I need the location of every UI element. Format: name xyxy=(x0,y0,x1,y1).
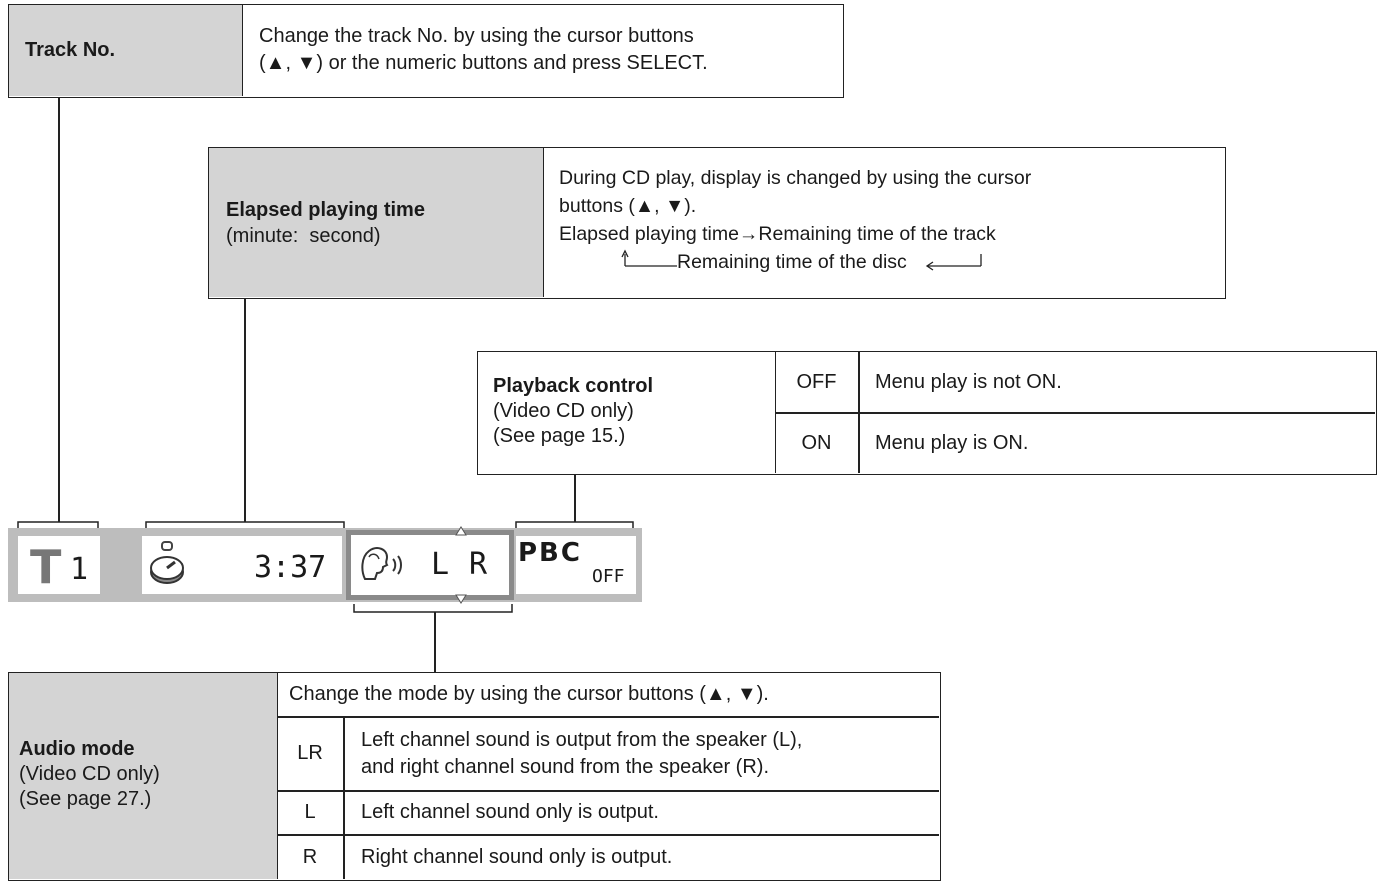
elapsed-title-cell xyxy=(209,148,544,297)
return-arrow-icon xyxy=(617,248,677,274)
connector-audio xyxy=(434,612,436,672)
pbc-row-on-desc: Menu play is ON. xyxy=(875,431,1029,454)
osd-audio-r: R xyxy=(469,547,488,582)
track-desc xyxy=(259,23,708,77)
pbc-sub1: (Video CD only) xyxy=(493,400,634,422)
elapsed-box xyxy=(208,147,1226,299)
elapsed-title: Elapsed playing time xyxy=(226,199,425,221)
osd-pbc-seg xyxy=(516,536,636,594)
connector-elapsed xyxy=(244,298,246,522)
pbc-sub2: (See page 15.) xyxy=(493,425,626,447)
pbc-row-off-desc: Menu play is not ON. xyxy=(875,370,1062,393)
track-desc-line2: (▲, ▼) or the numeric buttons and press SELECT. xyxy=(259,52,708,74)
audio-row-lr-desc: Left channel sound is output from the speaker (L), and right channel sound from the speaker (R). xyxy=(361,729,803,778)
audio-sub1: (Video CD only) xyxy=(19,763,160,785)
left-arrow-icon xyxy=(925,248,985,274)
audio-title-cell xyxy=(9,673,278,879)
track-title-cell xyxy=(9,5,243,96)
osd-bar xyxy=(8,528,642,602)
track-t-icon: T xyxy=(30,540,62,594)
osd-pbc-label: PBC xyxy=(518,538,582,568)
pbc-title-cell xyxy=(478,352,776,473)
pbc-row-on-key: ON xyxy=(801,431,832,454)
osd-pbc-state: OFF xyxy=(592,566,625,587)
stopwatch-icon xyxy=(148,540,188,588)
osd-audio-seg xyxy=(346,530,514,600)
audio-header: Change the mode by using the cursor buttons (▲, ▼). xyxy=(289,683,769,705)
elapsed-desc-line2: buttons (▲, ▼). xyxy=(559,195,697,217)
audio-row-lr-key: LR xyxy=(297,742,323,764)
connector-track xyxy=(58,97,60,522)
connector-pbc xyxy=(574,474,576,522)
elapsed-desc-line3: Elapsed playing time→Remaining time of the track xyxy=(559,223,996,245)
head-sound-icon xyxy=(357,545,417,585)
elapsed-desc xyxy=(559,164,1031,276)
elapsed-desc-line4: Remaining time of the disc xyxy=(677,251,907,273)
track-desc-line1: Change the track No. by using the cursor buttons xyxy=(259,25,694,47)
audio-sub2: (See page 27.) xyxy=(19,788,152,810)
elapsed-subtitle: (minute: second) xyxy=(226,225,381,247)
audio-row-r-desc: Right channel sound only is output. xyxy=(361,845,673,868)
audio-row-l-key: L xyxy=(304,801,316,823)
audio-row-l-desc: Left channel sound only is output. xyxy=(361,801,659,823)
track-title: Track No. xyxy=(25,39,116,61)
osd-audio-l: L xyxy=(431,547,450,582)
up-triangle-icon xyxy=(455,526,467,536)
pbc-title: Playback control xyxy=(493,375,654,397)
osd-track-value: 1 xyxy=(70,552,89,587)
audio-title: Audio mode xyxy=(19,738,135,760)
down-triangle-icon xyxy=(455,594,467,604)
osd-time-value: 3:37 xyxy=(254,550,327,585)
pbc-box xyxy=(477,351,1377,475)
elapsed-desc-line1: During CD play, display is changed by using the cursor xyxy=(559,167,1032,189)
track-box xyxy=(8,4,844,98)
audio-row-r-key: R xyxy=(302,845,318,868)
osd-track-seg xyxy=(18,536,100,594)
osd-time-seg xyxy=(142,536,342,594)
audio-box xyxy=(8,672,941,881)
pbc-row-off-key: OFF xyxy=(796,370,837,393)
